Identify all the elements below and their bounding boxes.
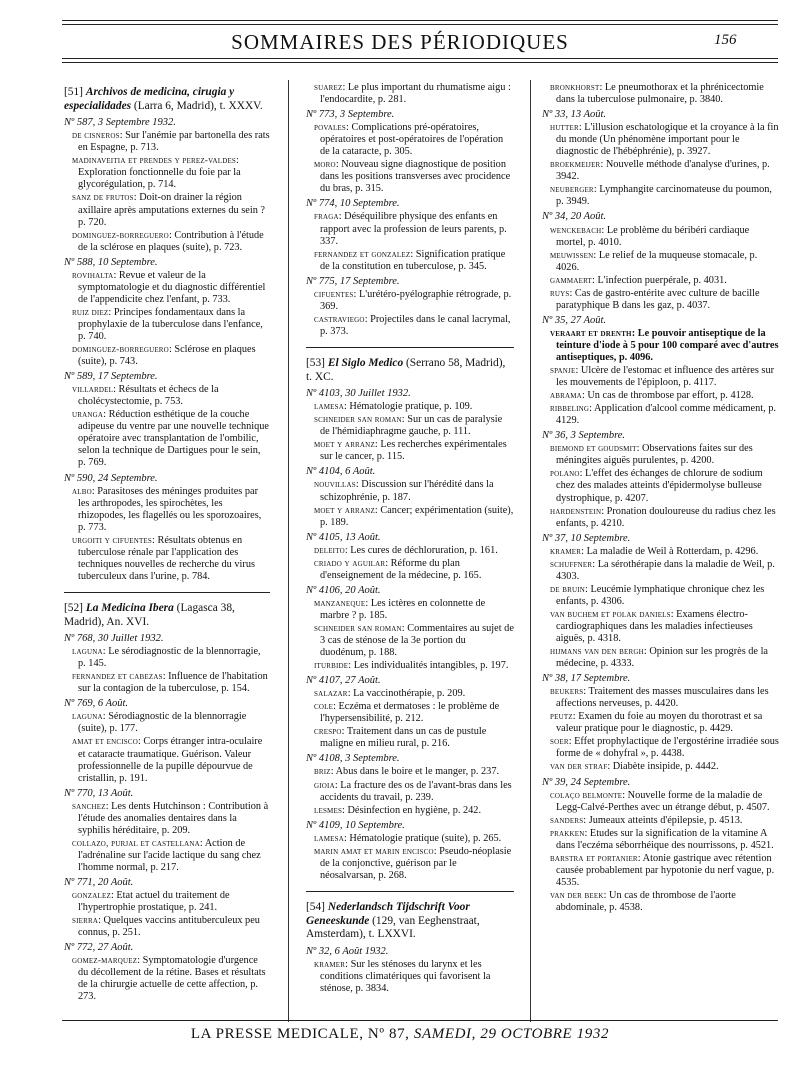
article-entry: manzaneque: Les ictères en colonnette de marbre ? p. 185. [314,597,486,621]
article-entry: urgoiti y cifuentes: Résultats obtenus en tuberculose rénale par l'application des techniques nouvelles de recherche du virus tuberculeux dans l'urine, p. 784. [72,534,255,582]
article-entry: kramer: La maladie de Weil à Rotterdam, p. 4296. [550,545,759,557]
article-entry: dominguez-borreguero: Contribution à l'étude de la sclérose en plaques (suite), p. 723. [72,229,264,253]
article-entry: de bruin: Leucémie lymphatique chronique chez les enfants, p. 4306. [550,583,765,607]
article-entry: dominguez-borreguero: Sclérose en plaques (suite), p. 743. [72,344,256,368]
article-entry: povales: Complications pré-opératoires, opératoires et post-opératoires de l'opération de la cataracte, p. 305. [314,122,504,158]
header-bottom-rule-2 [62,62,778,63]
article-entry: lamesa: Hématologie pratique (suite), p. 265. [314,832,502,844]
issue-heading: Nº 773, 3 Septembre. [306,109,395,121]
issue-heading: Nº 35, 27 Août. [542,314,607,326]
issue-heading: Nº 34, 20 Août. [542,211,607,223]
issue-heading: Nº 39, 24 Septembre. [542,776,631,788]
page-footer [0,1026,800,1043]
article-entry: ruys: Cas de gastro-entérite avec culture de bacille paratyphique B dans les gaz, p. 4037. [550,287,760,311]
article-entry: collazo, purjal et castellana: Action de l'adrénaline sur l'acide lactique du sang chez l'homme normal, p. 217. [72,837,261,873]
article-entry: abrama: Un cas de thrombose par effort, p. 4128. [550,390,754,402]
article-entry: barstra et portanier: Atonie gastrique avec rétention causée probablement par hypotonie du nerf vague, p. 4535. [550,852,775,888]
section-header: [54] Nederlandsch Tijdschrift Voor Geneeskunde (129, van Eeghenstraat, Amsterdam), t. LXXVI. [306,900,480,941]
issue-heading: Nº 4108, 3 Septembre. [306,753,400,765]
article-entry: ruiz diez: Principes fondamentaux dans la prophylaxie de la tuberculose dans l'enfance, p. 740. [72,306,263,342]
article-entry: moet y arranz: Cancer; expérimentation (suite), p. 189. [314,504,514,528]
issue-heading: Nº 32, 6 Août 1932. [306,945,389,957]
article-entry: schuffner: La sérothérapie dans la maladie de Weil, p. 4303. [550,558,775,582]
column-divider [530,80,531,1022]
article-entry: laguna: Le sérodiagnostic de la blennorragie, p. 145. [72,646,261,670]
article-entry: prakken: Etudes sur la signification de la vitamine A dans l'eczéma séborrhéique des nourrissons, p. 4521. [550,827,774,851]
article-entry: deleito: Les cures de déchloruration, p. 161. [314,544,498,556]
issue-heading: Nº 4106, 20 Août. [306,584,381,596]
section-separator [64,592,270,593]
article-entry: sanchez: Les dents Hutchinson : Contribution à l'étude des anomalies dentaires dans la syphilis héréditaire, p. 209. [72,800,269,836]
issue-heading: Nº 4109, 10 Septembre. [306,819,405,831]
footer-rule [62,1020,778,1021]
article-entry: meuwissen: Le relief de la muqueuse stomacale, p. 4026. [550,249,758,273]
article-entry: van buchem et polak daniels: Examens électro-cardiographiques dans les maladies infectieuses aiguës, p. 4318. [550,608,753,645]
article-entry: van der straf: Diabète insipide, p. 4442. [550,761,719,773]
article-entry: amat et encisco: Corps étranger intra-oculaire et cataracte traumatique. Guérison. Valeur professionnelle de la pupille dépourvue de cristallin, p. 191. [72,736,263,784]
issue-heading: Nº 4105, 13 Août. [306,531,381,543]
issue-heading: Nº 589, 17 Septembre. [64,371,158,383]
article-entry: cole: Eczéma et dermatoses : le problème de l'hypersensibilité, p. 212. [314,701,500,725]
issue-heading: Nº 775, 17 Septembre. [306,275,400,287]
article-entry: schneider san roman: Sur un cas de paralysie de l'hémidiaphragme gauche, p. 111. [314,414,503,438]
issue-heading: Nº 37, 10 Septembre. [542,532,631,544]
issue-heading: Nº 774, 10 Septembre. [306,198,400,210]
issue-heading: Nº 4107, 27 Août. [306,675,381,687]
issue-heading: Nº 772, 27 Août. [64,942,134,954]
article-entry: gammaert: L'infection puerpérale, p. 4031. [550,274,727,286]
article-entry: gomez-marquez: Symptomatologie d'urgence du décollement de la rétine. Bases et résultats de la chirurgie actuelle de cette affection, p. 273. [72,955,266,1003]
article-entry: lamesa: Hématologie pratique, p. 109. [314,401,473,413]
issue-heading: Nº 4103, 30 Juillet 1932. [306,388,411,400]
header-bottom-rule [62,58,778,59]
article-entry: suarez: Le plus important du rhumatisme aigu : l'endocardite, p. 281. [314,82,511,106]
article-entry: biemond et goudsmit: Observations faites sur des méningites aiguës purulentes, p. 4200. [550,443,753,467]
article-entry: neuberger: Lymphangite carcinomateuse du poumon, p. 3949. [550,184,772,208]
footer-journal: LA PRESSE MEDICALE, Nº 87, [190,1026,410,1042]
issue-heading: Nº 771, 20 Août. [64,877,134,888]
section-header: [53] El Siglo Medico (Serrano 58, Madrid), t. XC. [306,356,506,383]
article-entry: ribbeling: Application d'alcool comme médicament, p. 4129. [550,403,777,427]
article-entry: hardenstein: Pronation douloureuse du radius chez les enfants, p. 4210. [550,505,776,529]
footer-date: SAMEDI, 29 OCTOBRE 1932 [413,1026,610,1042]
issue-heading: Nº 38, 17 Septembre. [542,673,631,685]
column-right [542,82,780,915]
article-entry: salazar: La vaccinothérapie, p. 209. [314,688,466,700]
column-left [64,86,270,1004]
article-entry: de cisneros: Sur l'anémie par bartonella des rats en Espagne, p. 713. [72,130,270,154]
column-divider [288,80,289,1022]
article-entry: iturbide: Les individualités intangibles, p. 197. [314,660,509,672]
page-title: SOMMAIRES DES PÉRIODIQUES [231,30,569,54]
article-entry: broekmeijer: Nouvelle méthode d'analyse d'urines, p. 3942. [550,159,770,183]
article-entry: crespo: Traitement dans un cas de pustule maligne en milieu rural, p. 216. [314,726,487,750]
article-entry: hijmans van den bergh: Opinion sur les progrès de la médecine, p. 4333. [550,646,769,670]
article-entry: schneider san roman: Commentaires au sujet de 3 cas de sténose de la 3e portion du duodénum, p. 188. [314,622,514,659]
article-entry: uranga: Réduction esthétique de la couche adipeuse du ventre par une nouvelle technique opératoire avec transplantation de l'ombilic, selon la technique de Dartigues pour le sein, p. 769. [72,409,269,469]
article-entry: rovihalta: Revue et valeur de la symptomatologie et du diagnostic différentiel de l'appendicite chez l'enfant, p. 733. [72,269,266,305]
article-entry: briz: Abus dans le boire et le manger, p. 237. [314,766,500,778]
article-entry: fernandez et cabezas: Influence de l'habitation sur la contagion de la tuberculose, p. 154. [72,671,268,695]
header-top-rule [62,20,778,21]
article-entry: villardel: Résultats et échecs de la cholécystectomie, p. 753. [72,384,219,408]
issue-heading: Nº 588, 10 Septembre. [64,256,158,268]
section-header: [52] La Medicina Ibera (Lagasca 38, Madrid), An. XVI. [64,601,235,628]
issue-heading: Nº 590, 24 Septembre. [64,472,158,484]
article-entry: criado y aguilar: Réforme du plan d'enseignement de la médecine, p. 165. [314,557,482,581]
article-entry: soer: Effet prophylactique de l'ergostérine irradiée sous forme de « dohyfral », p. 4438. [550,736,779,760]
issue-heading: Nº 587, 3 Septembre 1932. [64,117,176,129]
article-entry: beukers: Traitement des masses musculaires dans les affections nerveuses, p. 4420. [550,686,769,710]
section-separator [306,347,514,348]
issue-heading: Nº 33, 13 Août. [542,109,607,121]
article-entry: gonzalez: Etat actuel du traitement de l'hypertrophie prostatique, p. 241. [72,890,230,914]
issue-heading: Nº 770, 13 Août. [64,787,134,799]
issue-heading: Nº 36, 3 Septembre. [542,430,626,442]
article-entry: sanz de frutos: Doit-on drainer la région axillaire après amputations externes du sein ? p. 720. [72,192,265,228]
issue-heading: Nº 4104, 6 Août. [306,466,376,478]
article-entry: fernandez et gonzalez: Signification pratique de la constitution en tuberculose, p. 345. [314,248,506,272]
article-entry: moro: Nouveau signe diagnostique de position dans les positions transverses avec procidence du bras, p. 315. [314,159,511,195]
article-entry: laguna: Sérodiagnostic de la blennorragie (suite), p. 177. [72,711,247,735]
header-top-rule-2 [62,24,778,25]
article-entry: bronkhorst: Le pneumothorax et la phrénicectomie dans la tuberculose pulmonaire, p. 3840. [550,82,764,106]
article-entry: marin amat et marin encisco: Pseudo-néoplasie de la conjonctive, guérison par le néosalvarsan, p. 268. [314,845,512,881]
article-entry: veraart et drenth: Le pouvoir antiseptique de la teinture d'iode à 5 pour 100 comparé avec d'autres antiseptiques, p. 4096. [550,327,779,363]
page-number: 156 [714,32,737,48]
article-entry: wenckebach: Le problème du béribéri cardiaque mortel, p. 4010. [550,224,750,248]
article-entry: albo: Parasitoses des méninges produites par les arthropodes, les spirochètes, les rhizopodes, les flagellés ou les sporozoaires, p. 773. [72,485,262,533]
column-middle [306,82,514,996]
article-entry: moet y arranz: Les recherches expérimentales sur le cancer, p. 115. [314,439,507,463]
article-entry: fraga: Déséquilibre physique des enfants en rapport avec la profession de leurs parents, p. 337. [314,211,507,247]
article-entry: hutter: L'illusion eschatologique et la croyance à la fin du monde (Un phénomène important pour le diagnostic de l'hébéphrénie), p. 3927. [550,122,779,158]
article-entry: polano: L'effet des échanges de chlorure de sodium chez des malades atteints d'épidermolyse bulleuse dystrophique, p. 4207. [550,468,763,504]
article-entry: castraviego: Projectiles dans le canal lacrymal, p. 373. [314,313,511,337]
article-entry: peutz: Examen du foie au moyen du thorotrast et sa valeur pratique pour le diagnostic, p. 4429. [550,711,763,735]
section-header: [51] Archivos de medicina, cirugia y especialidades (Larra 6, Madrid), t. XXXV. [64,86,263,112]
article-entry: van der beek: Un cas de thrombose de l'aorte abdominale, p. 4538. [550,889,736,913]
issue-heading: Nº 768, 30 Juillet 1932. [64,633,164,645]
article-entry: spanje: Ulcère de l'estomac et influence des artères sur les mouvements de l'épiploon, p. 4117. [550,365,775,389]
article-entry: gioia: La fracture des os de l'avant-bras dans les accidents du travail, p. 239. [314,779,512,803]
article-entry: cifuentes: L'urétéro-pyélographie rétrograde, p. 369. [314,288,512,312]
article-entry: sanders: Jumeaux atteints d'épilepsie, p. 4513. [550,814,743,826]
article-entry: kramer: Sur les sténoses du larynx et les conditions climatériques qui favorisent la sténose, p. 3834. [314,958,491,994]
article-entry: nouvillas: Discussion sur l'hérédité dans la schizophrénie, p. 187. [314,479,494,503]
article-entry: sierra: Quelques vaccins antituberculeux peu connus, p. 251. [72,915,260,939]
issue-heading: Nº 769, 6 Août. [64,698,129,710]
article-entry: lesmes: Désinfection en hygiène, p. 242. [314,804,482,816]
article-entry: colaço belmonte: Nouvelle forme de la maladie de Legg-Calvé-Perthes avec un étrange début, p. 4507. [550,789,770,813]
article-entry: madinaveitia et prendes y perez-valdes: Exploration fonctionnelle du foie par la glycorégulation, p. 714. [72,155,241,191]
section-separator [306,891,514,892]
